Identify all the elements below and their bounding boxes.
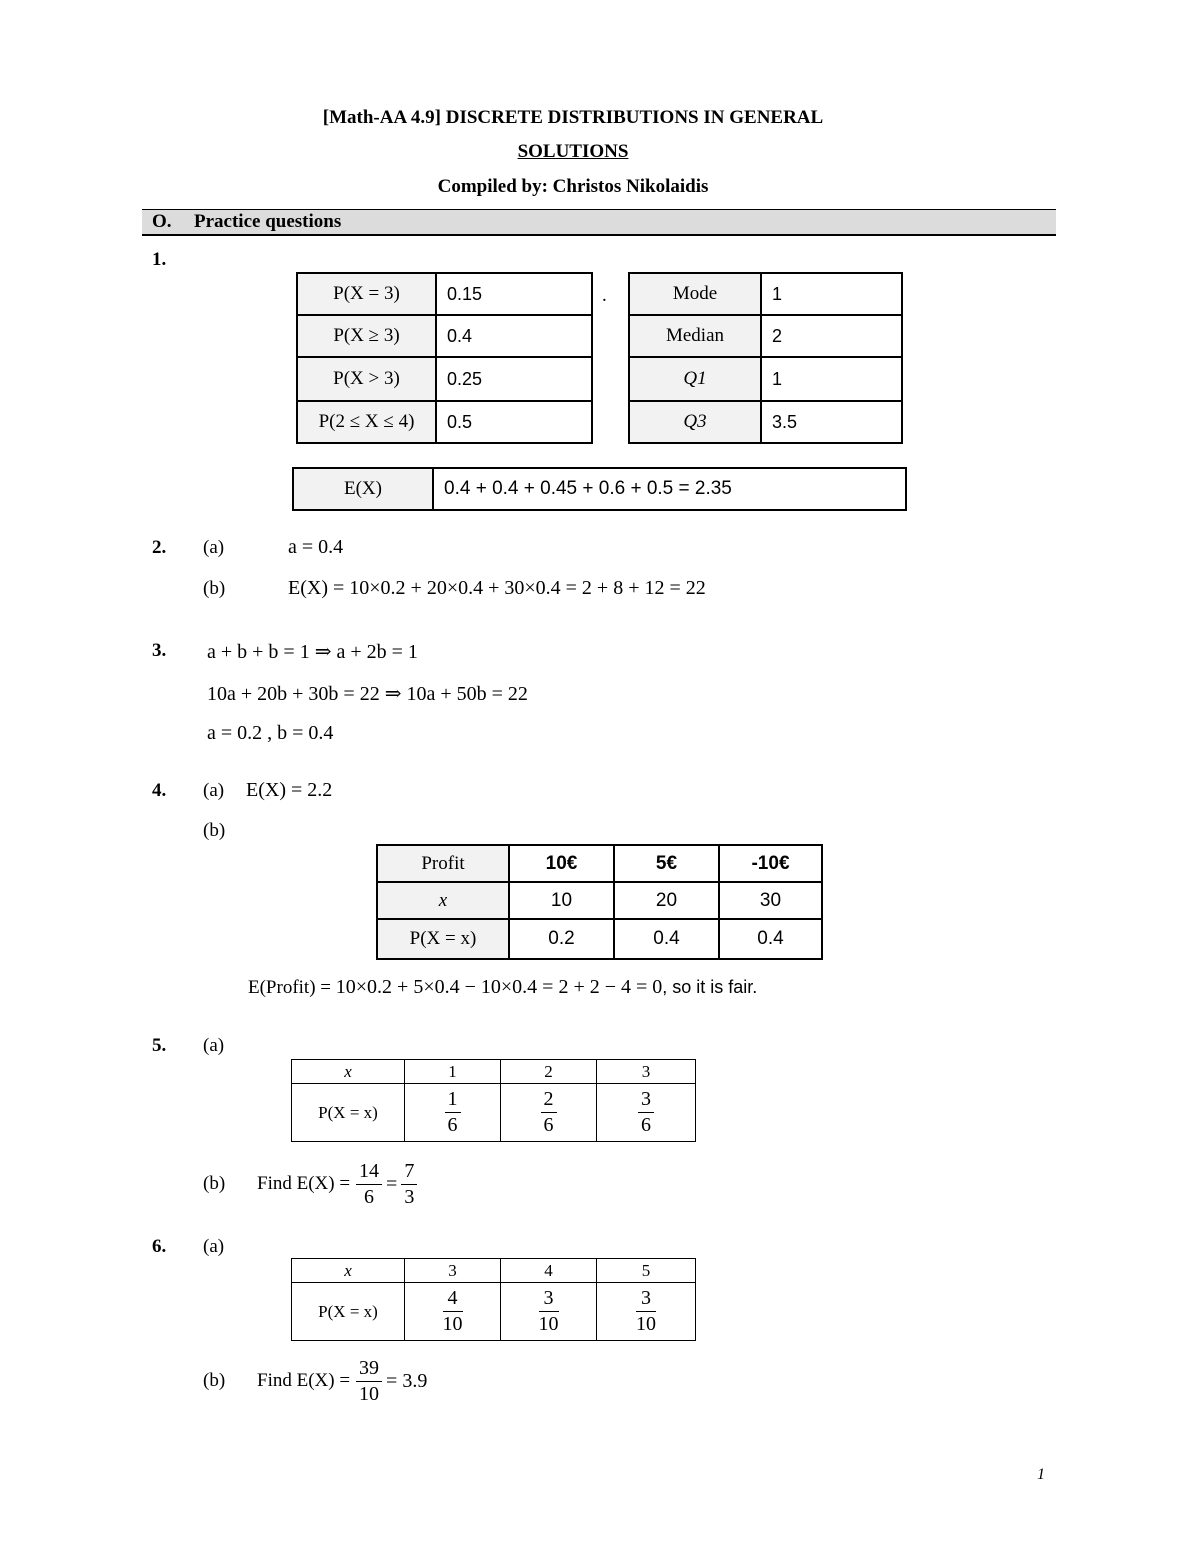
fraction-numerator: 14	[356, 1161, 382, 1185]
separator-dot: .	[602, 285, 607, 306]
find-expectation-text: Find E(X) =	[257, 1370, 351, 1391]
fraction-denominator: 3	[404, 1185, 415, 1208]
table-value-cell: 0.15	[436, 273, 592, 315]
table-value-cell: 1	[761, 357, 902, 401]
fraction-denominator: 6	[364, 1185, 375, 1208]
question-number: 1.	[152, 249, 167, 270]
table-value-cell: 0.4	[719, 919, 822, 959]
equation-line: a = 0.2 , b = 0.4	[207, 722, 334, 744]
table-label-cell: x	[292, 1060, 405, 1084]
table-value-cell: 10	[509, 882, 614, 919]
table-header-cell: Profit	[377, 845, 509, 882]
equals-sign: =	[386, 1172, 398, 1195]
question-number: 5.	[152, 1035, 167, 1056]
fraction-cell	[405, 1283, 501, 1341]
table-label-cell: Median	[629, 315, 761, 357]
answer-text: E(X) = 2.2	[246, 779, 333, 801]
probability-table	[296, 272, 593, 444]
table-value-cell: 2	[501, 1060, 597, 1084]
answer-text: a = 0.4	[288, 536, 344, 558]
fraction-denominator: 6	[641, 1114, 651, 1136]
fraction-cell	[501, 1084, 597, 1142]
fraction-numerator: 1	[445, 1089, 461, 1113]
table-value-cell: 3	[405, 1259, 501, 1283]
compiler-line: Compiled by: Christos Nikolaidis	[437, 176, 709, 197]
table-value-cell: 0.4 + 0.4 + 0.45 + 0.6 + 0.5 = 2.35	[433, 468, 906, 510]
answer-text: E(X) = 10×0.2 + 20×0.4 + 30×0.4 = 2 + 8 + 12 = 22	[288, 577, 706, 599]
table-label-cell: P(2 ≤ X ≤ 4)	[297, 401, 436, 443]
part-label: (a)	[203, 537, 225, 558]
question-number: 4.	[152, 780, 167, 801]
fraction-denominator: 6	[447, 1114, 458, 1136]
fraction-cell	[501, 1283, 597, 1341]
expected-value-line	[257, 1156, 417, 1212]
fraction-denominator: 10	[442, 1313, 463, 1335]
conclusion-line	[248, 976, 757, 999]
question-number: 3.	[152, 640, 167, 661]
table-label-cell: P(X ≥ 3)	[297, 315, 436, 357]
section-bar	[142, 209, 1056, 236]
document-title: [Math-AA 4.9] DISCRETE DISTRIBUTIONS IN GENERAL	[322, 107, 824, 128]
conclusion-label: E(Profit) =	[248, 977, 332, 998]
table-value-cell: 30	[719, 882, 822, 919]
table-label-cell: Q1	[629, 357, 761, 401]
question-number: 2.	[152, 537, 167, 558]
table-value-cell: 0.4	[614, 919, 719, 959]
fraction-numerator: 3	[539, 1288, 559, 1312]
table-label-cell: E(X)	[293, 468, 433, 510]
section-label: Practice questions	[194, 211, 342, 232]
table-value-cell: 4	[501, 1259, 597, 1283]
table-label-cell: P(X = 3)	[297, 273, 436, 315]
document-subtitle: SOLUTIONS	[517, 141, 629, 162]
fraction-cell	[597, 1084, 696, 1142]
expected-value-line	[257, 1353, 427, 1409]
table-value-cell: 3	[597, 1060, 696, 1084]
fraction-cell	[405, 1084, 501, 1142]
table-header-cell: 10€	[509, 845, 614, 882]
table-value-cell: 0.5	[436, 401, 592, 443]
fraction-numerator: 7	[401, 1161, 417, 1185]
table-value-cell: 2	[761, 315, 902, 357]
table-label-cell: x	[377, 882, 509, 919]
fraction-denominator: 10	[636, 1313, 656, 1335]
find-expectation-text: Find E(X) =	[257, 1173, 351, 1194]
table-value-cell: 5	[597, 1259, 696, 1283]
part-label: (a)	[203, 1035, 225, 1056]
profit-table	[376, 844, 823, 960]
table-label-cell: P(X = x)	[377, 919, 509, 959]
table-value-cell: 0.4	[436, 315, 592, 357]
part-label: (b)	[203, 1173, 226, 1194]
part-label: (a)	[203, 780, 225, 801]
table-label-cell: P(X = x)	[292, 1084, 405, 1142]
part-label: (a)	[203, 1236, 225, 1257]
table-value-cell: 3.5	[761, 401, 902, 443]
conclusion-tail: , so it is fair.	[662, 977, 758, 997]
fraction-cell	[597, 1283, 696, 1341]
part-label: (b)	[203, 820, 226, 841]
equation-line: 10a + 20b + 30b = 22 ⇒ 10a + 50b = 22	[207, 683, 528, 705]
fraction-denominator: 10	[538, 1313, 559, 1335]
table-value-cell: 1	[405, 1060, 501, 1084]
page-number: 1	[1037, 1466, 1045, 1483]
distribution-table	[291, 1059, 696, 1142]
table-header-cell: 5€	[614, 845, 719, 882]
part-label: (b)	[203, 578, 226, 599]
table-value-cell: 0.2	[509, 919, 614, 959]
result-text: = 3.9	[386, 1369, 428, 1392]
fraction-denominator: 6	[543, 1114, 554, 1136]
table-value-cell: 0.25	[436, 357, 592, 401]
section-letter: O.	[152, 211, 172, 232]
table-value-cell: 1	[761, 273, 902, 315]
table-label-cell: Mode	[629, 273, 761, 315]
expectation-table	[292, 467, 907, 511]
table-label-cell: P(X > 3)	[297, 357, 436, 401]
question-number: 6.	[152, 1236, 167, 1257]
fraction-numerator: 2	[541, 1089, 557, 1113]
table-value-cell: 20	[614, 882, 719, 919]
part-label: (b)	[203, 1370, 226, 1391]
fraction-numerator: 3	[638, 1089, 654, 1113]
fraction-denominator: 10	[359, 1382, 380, 1405]
table-label-cell: P(X = x)	[292, 1283, 405, 1341]
fraction-numerator: 39	[356, 1358, 382, 1382]
fraction-numerator: 3	[636, 1288, 656, 1312]
statistics-table	[628, 272, 903, 444]
table-label-cell: x	[292, 1259, 405, 1283]
equation-line: a + b + b = 1 ⇒ a + 2b = 1	[207, 641, 418, 663]
table-label-cell: Q3	[629, 401, 761, 443]
conclusion-math: 10×0.2 + 5×0.4 − 10×0.4 = 2 + 2 − 4 = 0	[335, 976, 663, 998]
fraction-numerator: 4	[443, 1288, 463, 1312]
distribution-table	[291, 1258, 696, 1341]
table-header-cell: -10€	[719, 845, 822, 882]
